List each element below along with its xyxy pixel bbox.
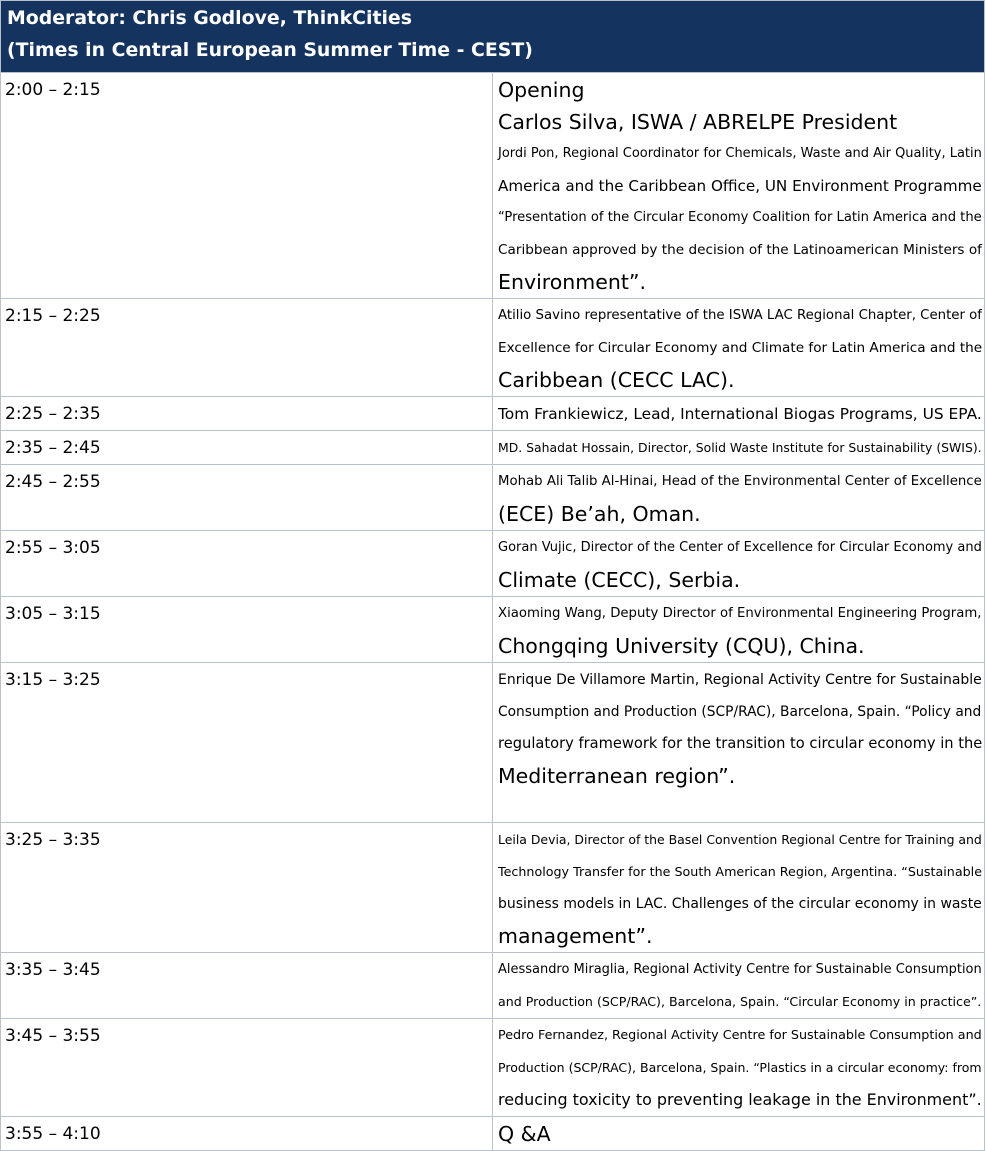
time-slot: 3:15 – 3:25 (1, 663, 493, 823)
session-description (493, 823, 985, 953)
session-line: business models in LAC. Challenges of the circular economy in waste (498, 896, 982, 912)
time-slot: 2:15 – 2:25 (1, 299, 493, 397)
session-line: regulatory framework for the transition to circular economy in the (498, 735, 983, 752)
session-description (493, 73, 985, 299)
session-description (493, 953, 985, 1019)
agenda-row (1, 1117, 985, 1151)
session-line: Goran Vujic, Director of the Center of Excellence for Circular Economy and (498, 540, 982, 555)
agenda-row (1, 299, 985, 397)
time-slot: 2:35 – 2:45 (1, 431, 493, 465)
session-line: Consumption and Production (SCP/RAC), Barcelona, Spain. “Policy and (498, 704, 982, 720)
timezone-line: (Times in Central European Summer Time - CEST) (7, 39, 533, 61)
session-description (493, 663, 985, 823)
session-line: Jordi Pon, Regional Coordinator for Chemicals, Waste and Air Quality, Latin (498, 146, 982, 161)
session-description (493, 431, 985, 465)
session-line: Caribbean approved by the decision of the Latinoamerican Ministers of (498, 242, 982, 258)
session-line: Production (SCP/RAC), Barcelona, Spain. “Plastics in a circular economy: from (498, 1060, 982, 1075)
time-slot: 3:45 – 3:55 (1, 1019, 493, 1117)
moderator-line: Moderator: Chris Godlove, ThinkCities (7, 7, 412, 29)
session-line: Xiaoming Wang, Deputy Director of Environmental Engineering Program, (498, 606, 982, 621)
time-slot: 3:05 – 3:15 (1, 597, 493, 663)
session-line: Alessandro Miraglia, Regional Activity Centre for Sustainable Consumption (498, 962, 982, 977)
session-description (493, 465, 985, 531)
session-line: Carlos Silva, ISWA / ABRELPE President (498, 110, 898, 134)
session-line: Excellence for Circular Economy and Climate for Latin America and the (498, 340, 983, 356)
session-description (493, 597, 985, 663)
session-line: “Presentation of the Circular Economy Coalition for Latin America and the (498, 210, 982, 225)
session-line: Mohab Ali Talib Al-Hinai, Head of the Environmental Center of Excellence (498, 474, 982, 489)
agenda-row (1, 1019, 985, 1117)
session-line: Caribbean (CECC LAC). (498, 368, 735, 392)
session-line: reducing toxicity to preventing leakage in the Environment”. (498, 1090, 982, 1109)
session-line: Enrique De Villamore Martin, Regional Activity Centre for Sustainable (498, 672, 982, 688)
session-line: Climate (CECC), Serbia. (498, 568, 741, 592)
agenda-row (1, 431, 985, 465)
agenda-row (1, 531, 985, 597)
agenda-row (1, 465, 985, 531)
session-line: Environment”. (498, 270, 647, 294)
time-slot: 3:35 – 3:45 (1, 953, 493, 1019)
session-description (493, 299, 985, 397)
agenda-row (1, 597, 985, 663)
session-line: Opening (498, 78, 585, 102)
session-line: Atilio Savino representative of the ISWA LAC Regional Chapter, Center of (498, 308, 982, 323)
time-slot: 2:25 – 2:35 (1, 397, 493, 431)
session-line: management”. (498, 924, 653, 948)
agenda-row (1, 73, 985, 299)
agenda-row (1, 663, 985, 823)
time-slot: 3:25 – 3:35 (1, 823, 493, 953)
session-line: Leila Devia, Director of the Basel Convention Regional Centre for Training and (498, 832, 982, 847)
session-description (493, 397, 985, 431)
session-description (493, 531, 985, 597)
moderator-header-row (1, 1, 985, 73)
session-line: Pedro Fernandez, Regional Activity Centre for Sustainable Consumption and (498, 1028, 982, 1043)
time-slot: 2:00 – 2:15 (1, 73, 493, 299)
session-line: and Production (SCP/RAC), Barcelona, Spain. “Circular Economy in practice”. (498, 994, 982, 1009)
session-line: (ECE) Be’ah, Oman. (498, 502, 701, 526)
session-line: Technology Transfer for the South American Region, Argentina. “Sustainable (498, 864, 983, 879)
agenda-row (1, 397, 985, 431)
session-description (493, 1117, 985, 1151)
session-line: Q &A (498, 1122, 551, 1146)
agenda-row (1, 823, 985, 953)
session-line: MD. Sahadat Hossain, Director, Solid Waste Institute for Sustainability (SWIS). (498, 440, 982, 455)
moderator-header (1, 1, 985, 73)
time-slot: 2:55 – 3:05 (1, 531, 493, 597)
session-description (493, 1019, 985, 1117)
time-slot: 2:45 – 2:55 (1, 465, 493, 531)
session-line: Chongqing University (CQU), China. (498, 634, 865, 658)
session-line: Mediterranean region”. (498, 764, 736, 788)
agenda-body (1, 1, 985, 1151)
session-line: America and the Caribbean Office, UN Environment Programme (498, 177, 982, 195)
time-slot: 3:55 – 4:10 (1, 1117, 493, 1151)
session-line: Tom Frankiewicz, Lead, International Biogas Programs, US EPA. (498, 405, 982, 423)
agenda-row (1, 953, 985, 1019)
